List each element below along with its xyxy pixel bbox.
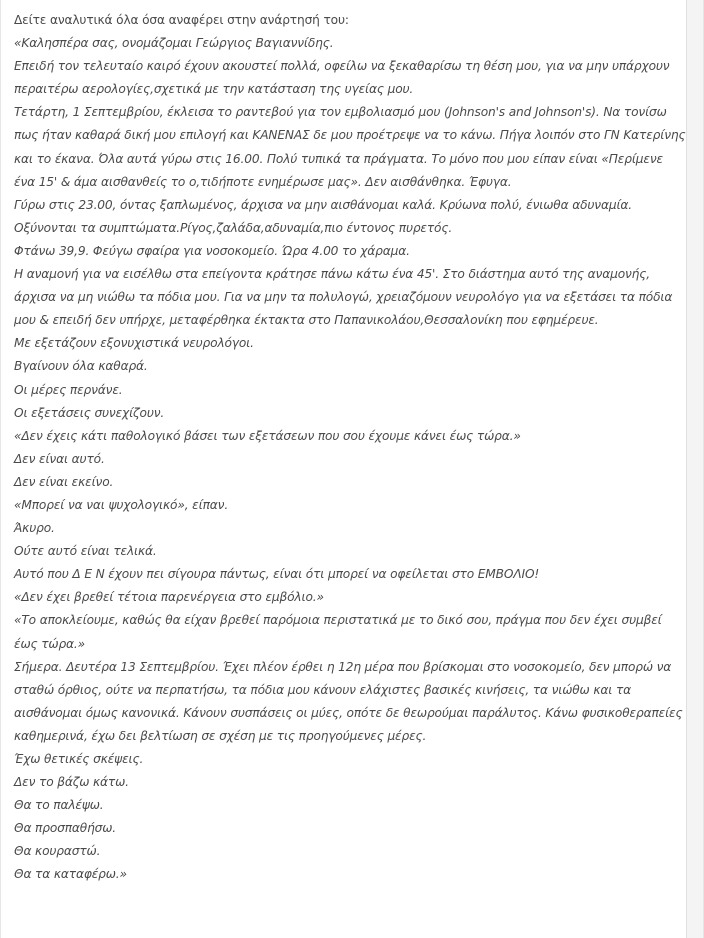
paragraph: Η αναμονή για να εισέλθω στα επείγοντα κράτησε πάνω κάτω ένα 45'. Στο διάστημα αυτό της αναμονής, άρχισα να μη νιώθω τα πόδια μου. Για να μην τα πολυλογώ, χρειαζόμουν νευρολόγο για να εξετάσει τα πόδια μου & επειδή δεν υπήρχε, μεταφέρθηκα έκτακτα στο Παπανικολάου,Θεσσαλονίκη που εφημέρευε. — [14, 267, 673, 328]
paragraph: «Το αποκλείουμε, καθώς θα είχαν βρεθεί παρόμοια περιστατικά με το δικό σου, πράγμα που δεν έχει συμβεί έως τώρα.» — [14, 613, 662, 651]
paragraph: Γύρω στις 23.00, όντας ξαπλωμένος, άρχισα να μην αισθάνομαι καλά. Κρύωνα πολύ, ένιωθα αδυναμία. Οξύνονται τα συμπτώματα.Ρίγος,ζαλάδα,αδυναμία,πιο έντονος πυρετός. — [14, 197, 633, 235]
paragraph: Θα κουραστώ. — [14, 844, 101, 859]
paragraph: Με εξετάζουν εξονυχιστικά νευρολόγοι. — [14, 336, 254, 351]
paragraph: Βγαίνουν όλα καθαρά. — [14, 359, 148, 374]
paragraph: Οι μέρες περνάνε. — [14, 382, 123, 397]
paragraph: «Καλησπέρα σας, ονομάζομαι Γεώργιος Βαγιαννίδης. — [14, 36, 334, 51]
paragraph: Ούτε αυτό είναι τελικά. — [14, 544, 157, 559]
paragraph: «Μπορεί να ναι ψυχολογικό», είπαν. — [14, 497, 229, 512]
paragraph: Έχω θετικές σκέψεις. — [14, 752, 144, 766]
paragraph: Δεν είναι εκείνο. — [14, 474, 114, 489]
paragraph: «Δεν έχει βρεθεί τέτοια παρενέργεια στο εμβόλιο.» — [14, 590, 324, 605]
paragraph: Θα τα καταφέρω.» — [14, 867, 127, 882]
paragraph: Επειδή τον τελευταίο καιρό έχουν ακουστεί πολλά, οφείλω να ξεκαθαρίσω τη θέση μου, για να μην υπάρχουν περαιτέρω αερολογίες,σχετικά με την κατάσταση της υγείας μου. — [14, 59, 670, 97]
paragraph: Σήμερα. Δευτέρα 13 Σεπτεμβρίου. Έχει πλέον έρθει η 12η μέρα που βρίσκομαι στο νοσοκομείο, δεν μπορώ να σταθώ όρθιος, ούτε να περπατήσω, τα πόδια μου κάνουν ελάχιστες βασικές κινήσεις, τα νιώθω και τα αισθάνομαι όμως κανονικά. Κάνουν συσπάσεις οι μύες, οπότε δε θεωρούμαι παράλυτος. Κάνω φυσικοθεραπείες καθημερινά, έχω δει βελτίωση σε σχέση με τις προηγούμενες μέρες. — [14, 659, 683, 743]
paragraph: Τετάρτη, 1 Σεπτεμβρίου, έκλεισα το ραντεβού για τον εμβολιασμό μου (Johnson's and Johnson's). Να τονίσω πως ήταν καθαρά δική μου επιλογή και ΚΑΝΕΝΑΣ δε μου προέτρεψε να το κάνω. Πήγα λοιπόν στο ΓΝ Κατερίνης και το έκανα. Όλα αυτά γύρω στις 16.00. Πολύ τυπικά τα πράγματα. Το μόνο που μου είπαν είναι «Περίμενε ένα 15' & άμα αισθανθείς το ο,τιδήποτε ενημέρωσε μας». Δεν αισθάνθηκα. Έφυγα. — [14, 105, 686, 189]
paragraph: Θα προσπαθήσω. — [14, 821, 117, 836]
paragraph: Οι εξετάσεις συνεχίζουν. — [14, 405, 165, 420]
paragraph: Δεν είναι αυτό. — [14, 451, 105, 466]
paragraph: Φτάνω 39,9. Φεύγω σφαίρα για νοσοκομείο. Ώρα 4.00 το χάραμα. — [14, 243, 410, 258]
paragraph: Δεν το βάζω κάτω. — [14, 775, 129, 790]
paragraph: «Δεν έχεις κάτι παθολογικό βάσει των εξετάσεων που σου έχουμε κάνει έως τώρα.» — [14, 428, 521, 443]
article-body — [14, 9, 686, 887]
paragraph: Αυτό που Δ Ε Ν έχουν πει σίγουρα πάντως, είναι ότι μπορεί να οφείλεται στο ΕΜΒΟΛΙΟ! — [14, 567, 540, 582]
paragraph: Θα το παλέψω. — [14, 798, 104, 813]
scrollbar[interactable] — [686, 0, 703, 938]
intro-line: Δείτε αναλυτικά όλα όσα αναφέρει στην ανάρτησή του: — [14, 13, 349, 27]
paragraph: Άκυρο. — [14, 521, 55, 536]
